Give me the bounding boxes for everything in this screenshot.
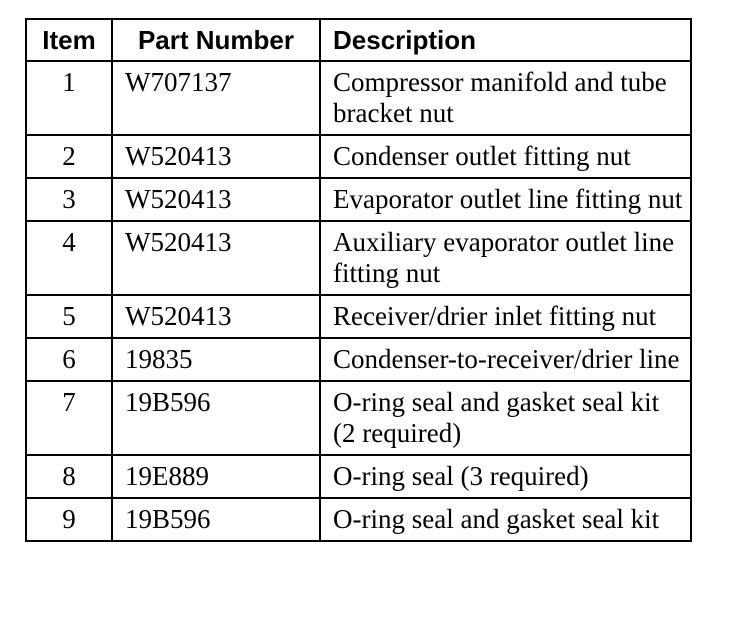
parts-table: [25, 18, 692, 542]
description-cell: Evaporator outlet line fitting nut: [320, 178, 691, 221]
part-number-cell: W520413: [112, 135, 320, 178]
table-row: [26, 498, 691, 541]
item-cell: 1: [26, 61, 112, 135]
part-number-cell: W707137: [112, 61, 320, 135]
item-cell: 8: [26, 455, 112, 498]
part-number-cell: 19835: [112, 338, 320, 381]
description-cell: O-ring seal and gasket seal kit: [320, 498, 691, 541]
part-number-cell: W520413: [112, 295, 320, 338]
description-cell: O-ring seal (3 required): [320, 455, 691, 498]
item-cell: 7: [26, 381, 112, 455]
item-cell: 5: [26, 295, 112, 338]
item-cell: 3: [26, 178, 112, 221]
header-description: Description: [320, 19, 691, 61]
header-item: Item: [26, 19, 112, 61]
item-cell: 9: [26, 498, 112, 541]
table-row: [26, 221, 691, 295]
part-number-cell: 19B596: [112, 381, 320, 455]
table-row: [26, 61, 691, 135]
table-row: [26, 178, 691, 221]
description-cell: Auxiliary evaporator outlet line fitting nut: [320, 221, 691, 295]
table-header-row: [26, 19, 691, 61]
table-row: [26, 295, 691, 338]
description-cell: Condenser-to-receiver/drier line: [320, 338, 691, 381]
part-number-cell: W520413: [112, 178, 320, 221]
item-cell: 2: [26, 135, 112, 178]
item-cell: 6: [26, 338, 112, 381]
table-row: [26, 135, 691, 178]
part-number-cell: 19E889: [112, 455, 320, 498]
description-cell: O-ring seal and gasket seal kit (2 required): [320, 381, 691, 455]
table-row: [26, 381, 691, 455]
part-number-cell: W520413: [112, 221, 320, 295]
table-row: [26, 338, 691, 381]
part-number-cell: 19B596: [112, 498, 320, 541]
description-cell: Condenser outlet fitting nut: [320, 135, 691, 178]
description-cell: Receiver/drier inlet fitting nut: [320, 295, 691, 338]
table-row: [26, 455, 691, 498]
item-cell: 4: [26, 221, 112, 295]
description-cell: Compressor manifold and tube bracket nut: [320, 61, 691, 135]
header-part-number: Part Number: [112, 19, 320, 61]
